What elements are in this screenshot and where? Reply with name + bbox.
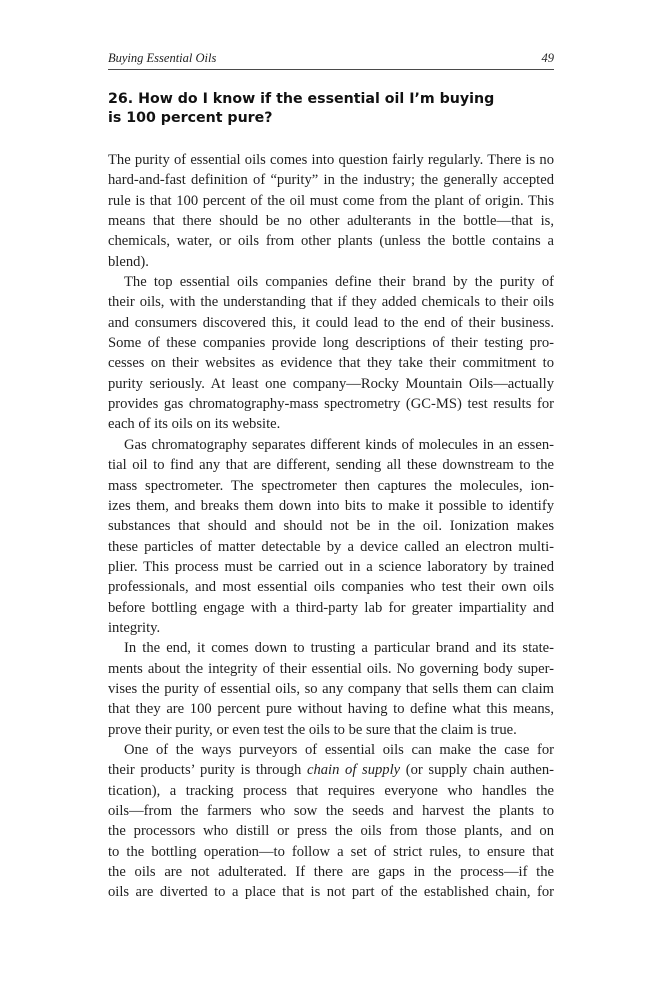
running-head (108, 50, 554, 70)
text-line: the processors who distill or press the oils from those plants, and on (108, 823, 554, 840)
text-fragment: their products’ purity is through (108, 762, 307, 779)
body-text (108, 150, 554, 903)
text-line: to the bottling operation—to follow a set of strict rules, to ensure that (108, 843, 554, 860)
paragraph (108, 638, 554, 740)
text-line: each of its oils on its website. (108, 416, 281, 433)
text-line: integrity. (108, 619, 161, 636)
text-line: In the end, it comes down to trusting a particular brand and its state- (124, 640, 554, 657)
text-line: oils—from the farmers who sow the seeds and harvest the plants to (108, 803, 554, 819)
text-line: blend). (108, 253, 149, 270)
text-line: chemicals, water, or oils from other plants (unless the bottle contains a (108, 233, 554, 250)
text-line: rule is that 100 percent of the oil must come from the plant of origin. This (108, 192, 554, 209)
text-line: before bottling engage with a third-party lab for greater impartiality and (108, 599, 554, 616)
heading-line: 26. How do I know if the essential oil I’m buying (108, 91, 495, 107)
text-line: their oils, with the understanding that if they added chemicals to their oils (108, 294, 554, 311)
section-title: Buying Essential Oils (108, 51, 217, 65)
question-heading (108, 90, 508, 128)
paragraph (108, 435, 554, 638)
text-line: that they are 100 percent pure without having to define what this means, (108, 701, 554, 718)
text-line: ments about the integrity of their essential oils. No governing body super- (108, 660, 554, 677)
heading-line: is 100 percent pure? (108, 110, 273, 126)
text-line: tication), a tracking process that requires everyone who handles the (108, 782, 554, 799)
paragraph (108, 150, 554, 272)
text-line: substances that should and should not be in the oil. Ionization makes (108, 518, 554, 535)
text-line: the oils are not adulterated. If there are gaps in the process—if the (108, 864, 554, 881)
text-line: The top essential oils companies define their brand by the purity of (124, 274, 554, 291)
text-line: izes them, and breaks them down into bits to make it possible to identify (108, 497, 554, 514)
text-line: Some of these companies provide long descriptions of their testing pro- (108, 335, 554, 352)
paragraph (108, 272, 554, 435)
text-line: oils are diverted to a place that is not part of the established chain, for (108, 884, 554, 901)
text-line: Gas chromatography separates different kinds of molecules in an essen- (124, 436, 554, 453)
text-line: hard-and-fast definition of “purity” in the industry; the generally accepted (108, 172, 554, 189)
text-fragment: (or supply chain authen- (400, 762, 554, 779)
text-line: means that there should be no other adulterants in the bottle—that is, (108, 213, 554, 230)
text-line: plier. This process must be carried out in a science laboratory by trained (108, 558, 554, 575)
text-line: tial oil to find any that are different, sending all these downstream to the (108, 457, 554, 474)
paragraph (108, 740, 554, 903)
text-line: cesses on their websites as evidence that they take their commitment to (108, 355, 554, 372)
text-line: mass spectrometer. The spectrometer then captures the molecules, ion- (108, 477, 554, 494)
text-line: and consumers discovered this, it could lead to the end of their business. (108, 314, 554, 331)
text-line: prove their purity, or even test the oils to be sure that the claim is true. (108, 721, 517, 738)
text-line: The purity of essential oils comes into question fairly regularly. There is no (108, 152, 554, 168)
emphasized-term: chain of supply (306, 762, 401, 779)
text-line: purity seriously. At least one company—Rocky Mountain Oils—actually (108, 375, 554, 392)
page-number: 49 (541, 51, 554, 65)
text-line: vises the purity of essential oils, so any company that sells them can claim (108, 680, 554, 697)
text-line: One of the ways purveyors of essential oils can make the case for (124, 741, 554, 758)
text-line: these particles of matter detectable by a device called an electron multi- (108, 538, 554, 555)
text-line: professionals, and most essential oils companies who test their own oils (108, 579, 554, 596)
text-line (108, 760, 554, 780)
text-line: provides gas chromatography-mass spectrometry (GC-MS) test results for (108, 396, 554, 413)
